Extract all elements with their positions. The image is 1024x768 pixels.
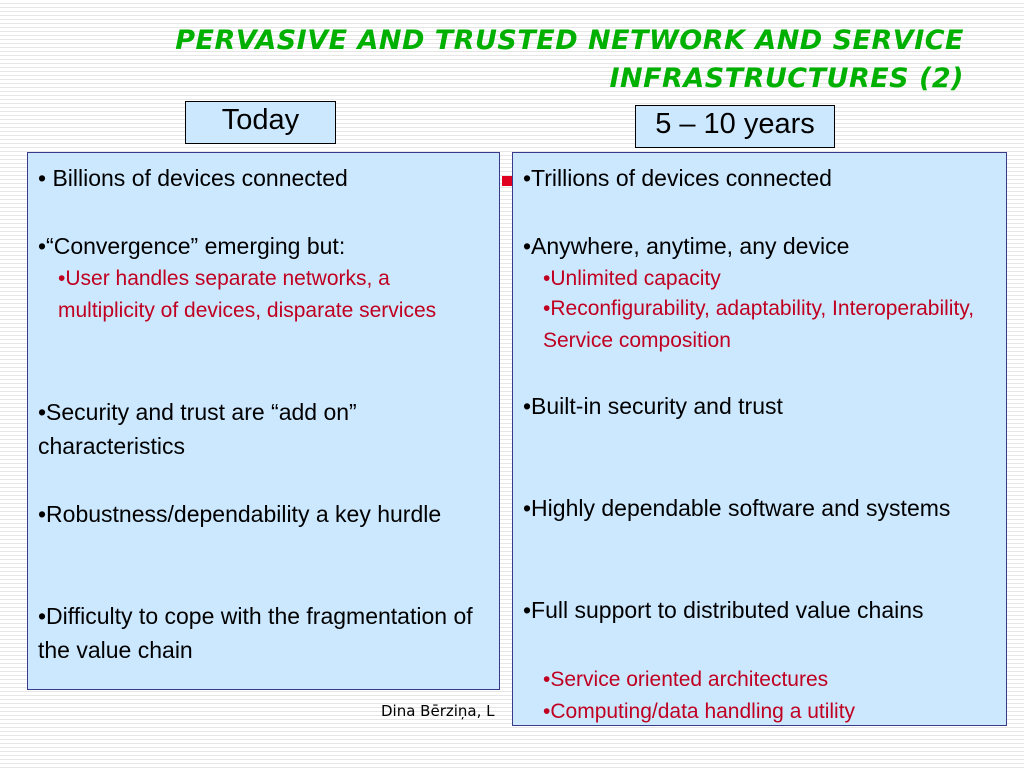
bullet-marker-icon	[502, 176, 512, 186]
today-item-2: •“Convergence” emerging but:	[38, 233, 346, 259]
slide-footer: Dina Bērziņa, L	[381, 702, 495, 720]
future-label-text: 5 – 10 years	[655, 108, 815, 140]
future-item-3: •Built-in security and trust	[523, 393, 783, 419]
slide-title	[104, 22, 964, 98]
future-item-5: •Full support to distributed value chains	[523, 597, 924, 623]
future-subitem-1: •Unlimited capacity	[543, 267, 721, 290]
today-item-4: •Robustness/dependability a key hurdle	[38, 501, 442, 527]
title-line-1: PERVASIVE AND TRUSTED NETWORK AND SERVICE	[175, 25, 964, 56]
today-panel	[27, 152, 500, 690]
future-subitem-4: •Computing/data handling a utility	[543, 700, 856, 723]
future-subitem-2: •Reconfigurability, adaptability, Interoperability, Service composition	[543, 297, 975, 352]
today-item-1: • Billions of devices connected	[38, 165, 348, 191]
future-item-2: •Anywhere, anytime, any device	[523, 233, 850, 259]
today-item-5: •Difficulty to cope with the fragmentation of the value chain	[38, 603, 473, 663]
title-line-2: INFRASTRUCTURES (2)	[609, 63, 964, 94]
future-item-4: •Highly dependable software and systems	[523, 495, 951, 521]
today-subitem-1: •User handles separate networks, a multiplicity of devices, disparate services	[58, 267, 437, 322]
future-label	[635, 105, 835, 148]
today-item-3: •Security and trust are “add on” characteristics	[38, 399, 357, 459]
future-subitem-3: •Service oriented architectures	[543, 668, 829, 691]
future-item-1: •Trillions of devices connected	[523, 165, 832, 191]
future-panel	[512, 152, 1007, 726]
today-label	[185, 101, 336, 144]
today-label-text: Today	[221, 104, 300, 136]
